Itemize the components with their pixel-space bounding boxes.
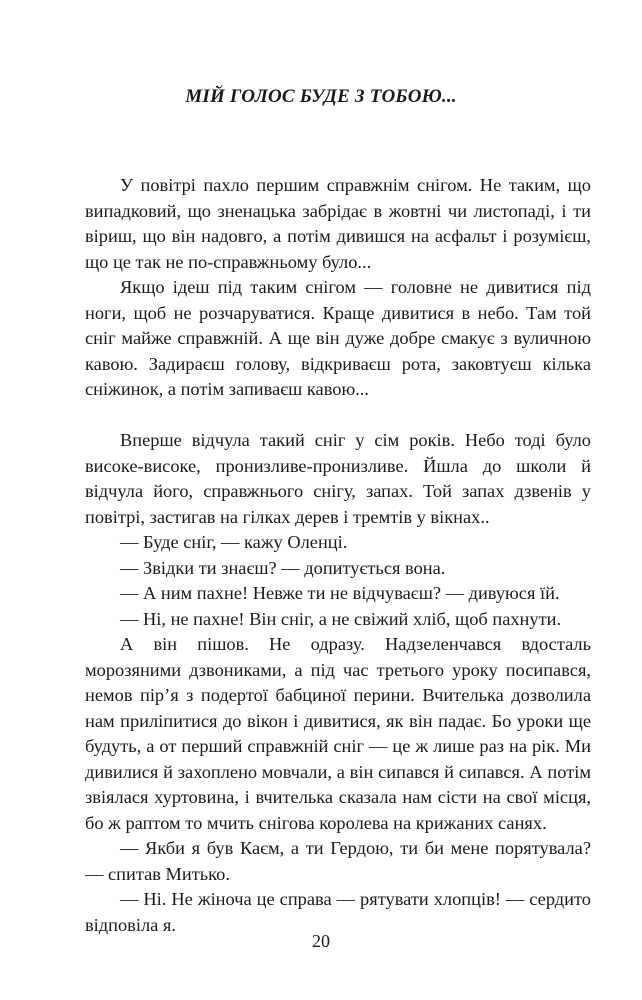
body-text bbox=[85, 173, 591, 938]
section-break bbox=[85, 403, 591, 429]
page-number: 20 bbox=[312, 931, 330, 951]
dialogue-line-4: — Ні, не пахне! Він сніг, а не свіжий хліб, щоб пахнути. bbox=[120, 608, 562, 629]
dialogue-line-6: — Ні. Не жіноча це справа — рятувати хлопців! — сердито відповіла я. bbox=[85, 889, 591, 935]
dialogue-line-3: — А ним пахне! Невже ти не відчуваєш? — дивуюся їй. bbox=[120, 583, 560, 603]
chapter-title: МІЙ ГОЛОС БУДЕ З ТОБОЮ... bbox=[185, 86, 457, 107]
paragraph-3: Вперше відчула такий сніг у сім років. Небо тоді було високе-високе, пронизливе-пронизливе. Йшла до школи й відчула його, справжнього снігу, запах. Той запах дзвенів у повітрі, застигав на гілках дерев і тремтів у вікнах.. bbox=[85, 430, 591, 527]
paragraph-4: А він пішов. Не одразу. Надзеленчався вдосталь морозяними дзвониками, а під час третього уроку посипався, немов пір’я з подертої бабциної перини. Вчителька дозволила нам приліпитися до вікон і дивитися, як він падає. Бо уроки ще будуть, а от перший справжній сніг — це ж лише раз на рік. Ми дивилися й захоплено мовчали, а він сипався й сипався. А потім звіялася хуртовина, і вчителька сказала нам сісти на свої місця, бо ж раптом то мчить снігова королева на крижаних санях. bbox=[85, 634, 591, 833]
paragraph-1: У повітрі пахло першим справжнім снігом. Не таким, що випадковий, що зненацька забрідає в жовтні чи листопаді, і ти віриш, що він надовго, а потім дивишся на асфальт і розумієш, що це так не по-справжньому було... bbox=[85, 175, 591, 272]
dialogue-line-1: — Буде сніг, — кажу Оленці. bbox=[120, 532, 348, 552]
dialogue-line-2: — Звідки ти знаєш? — допитується вона. bbox=[120, 557, 446, 578]
dialogue-line-5: — Якби я був Каєм, а ти Гердою, ти би мене порятувала? — спитав Митько. bbox=[85, 838, 591, 884]
paragraph-2: Якщо ідеш під таким снігом — головне не дивитися під ноги, щоб не розчаруватися. Краще дивитися в небо. Там той сніг майже справжній. А ще він дуже добре смакує з вуличною кавою. Задираєш голову, відкриваєш рота, заковтуєш кілька сніжинок, а потім запиваєш кавою... bbox=[85, 277, 591, 399]
